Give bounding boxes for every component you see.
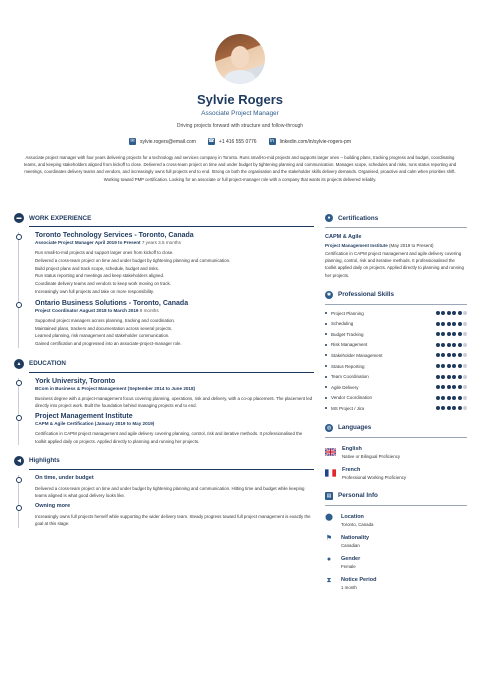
timeline-dot — [16, 477, 22, 483]
contact-email[interactable]: ✉ sylvie.rogers@email.com — [130, 138, 196, 145]
cert-issuer: Project Management Institute — [325, 243, 388, 248]
highlight-text: Delivered a cross-team project on time and under budget by tightening planning and communication. Hitting time and budget while keeping teams aligned is what good delivery looks like. — [35, 485, 305, 498]
profile-photo — [215, 34, 265, 84]
candidate-name: Sylvie Rogers — [197, 92, 283, 107]
highlight-item — [35, 475, 314, 499]
rating-dot — [441, 311, 445, 315]
cert-name: CAPM & Agile — [325, 234, 362, 240]
rating-dot — [436, 311, 440, 315]
skill-label: Budget Tracking — [325, 332, 364, 337]
section-title: WORK EXPERIENCE — [29, 214, 92, 222]
rating-dot — [447, 375, 451, 379]
personal-info-section — [325, 490, 467, 590]
job-title-dates: Project Coordinator August 2018 to March 2019 — [35, 307, 139, 313]
section-title: EDUCATION — [29, 360, 66, 368]
skill-row — [325, 318, 467, 329]
rating-dot — [452, 332, 456, 336]
skills-list — [325, 308, 467, 414]
rating-dot — [463, 396, 467, 400]
rating-dot — [441, 375, 445, 379]
rating-dot — [463, 311, 467, 315]
left-column — [14, 212, 314, 528]
rating-dot — [436, 322, 440, 326]
skill-rating — [436, 364, 468, 368]
skill-row — [325, 382, 467, 393]
rating-dot — [452, 375, 456, 379]
language-level: Professional Working Proficiency — [342, 474, 407, 480]
rating-dot — [447, 311, 451, 315]
rating-dot — [463, 332, 467, 336]
rating-dot — [436, 375, 440, 379]
rating-dot — [436, 385, 440, 389]
section-title: Personal Info — [338, 492, 378, 500]
rating-dot — [452, 406, 456, 410]
bullet: Supported project managers across planning, tracking and coordination. — [35, 317, 176, 323]
rating-dot — [447, 364, 451, 368]
bullet: Run status reporting and meetings and keep stakeholders aligned. — [35, 273, 165, 279]
language-item — [325, 467, 467, 480]
skill-label: Risk Management — [325, 342, 367, 347]
rating-dot — [452, 353, 456, 357]
bullet: Delivered a cross-team project on time and under budget by tightening planning and communication. — [35, 257, 231, 263]
skill-rating — [436, 311, 468, 315]
cert-description: Certification in CAPM project management and agile delivery covering planning, control, risk and iterative methods. It professionalised the toolkit applied daily on projects. Applied directly to planning and running her projects. — [325, 251, 464, 278]
divider — [325, 437, 467, 438]
rating-dot — [436, 332, 440, 336]
description: Certification in CAPM project management and agile delivery covering planning, control, risk and iterative methods. It professionalised the toolkit applied daily on projects. Applied directly to planning and running her projects. — [35, 431, 303, 444]
rating-dot — [436, 396, 440, 400]
divider — [325, 505, 467, 506]
divider — [325, 304, 467, 305]
phone-icon: ☎ — [208, 138, 215, 144]
skill-row — [325, 393, 467, 404]
highlights-section — [14, 455, 314, 528]
rating-dot — [458, 311, 462, 315]
france-flag-icon — [325, 469, 336, 477]
highlight-text: Increasingly owns full projects herself while supporting the wider delivery team. Steady progress toward full project management is exactly the goal at this stage. — [35, 514, 311, 527]
skills-section — [325, 289, 467, 414]
section-title: Professional Skills — [338, 291, 394, 299]
bullet: Run small-to-mid projects and support larger ones from kickoff to close. — [35, 250, 174, 255]
rating-dot — [452, 385, 456, 389]
tagline: Driving projects forward with structure and follow-through — [176, 123, 304, 129]
rating-dot — [436, 364, 440, 368]
cert-dates: (May 2019 to Present) — [389, 243, 434, 248]
skill-label: Team Coordination — [325, 374, 369, 379]
info-nationality: ⚑ Nationality Canadian — [325, 534, 370, 548]
skill-label: Project Planning — [325, 311, 364, 316]
rating-dot — [463, 353, 467, 357]
rating-dot — [441, 385, 445, 389]
skill-row — [325, 350, 467, 361]
linkedin-icon: in — [270, 138, 275, 144]
degree: CAPM & Agile Certification (January 2019 to May 2019) — [35, 421, 155, 427]
candidate-role: Associate Project Manager — [201, 110, 279, 117]
bullet: Increasingly own full projects and take on more responsibility. — [35, 288, 155, 294]
highlight-title: On time, under budget — [35, 474, 94, 481]
rating-dot — [463, 322, 467, 326]
duration: 7 years 3.5 months — [141, 240, 181, 245]
rating-dot — [463, 406, 467, 410]
briefcase-icon: ▬ — [14, 213, 24, 223]
education-section — [14, 358, 314, 445]
skill-label: Status Reporting — [325, 364, 365, 369]
highlight-title: Owning more — [35, 503, 71, 510]
contact-bar — [0, 138, 480, 145]
rating-dot — [463, 364, 467, 368]
rating-dot — [452, 322, 456, 326]
skill-rating — [436, 375, 468, 379]
rating-dot — [458, 364, 462, 368]
institution: Project Management Institute — [35, 413, 133, 421]
rating-dot — [458, 406, 462, 410]
skill-rating — [436, 332, 468, 336]
skill-rating — [436, 353, 468, 357]
employer: Ontario Business Solutions - Toronto, Canada — [35, 299, 189, 307]
bullet: Learned planning, risk management and stakeholder communication. — [35, 333, 170, 339]
uk-flag-icon — [325, 448, 336, 456]
experience-item — [35, 232, 314, 296]
employer: Toronto Technology Services - Toronto, Canada — [35, 232, 194, 239]
rating-dot — [447, 343, 451, 347]
rating-dot — [441, 353, 445, 357]
id-card-icon: ▤ — [326, 492, 332, 499]
right-column — [325, 212, 467, 590]
language-name: English — [342, 445, 362, 452]
rating-dot — [458, 396, 462, 400]
contact-linkedin[interactable]: in linkedin.com/in/sylvie-rogers-pm — [270, 138, 352, 145]
divider — [29, 226, 314, 227]
rating-dot — [436, 343, 440, 347]
rating-dot — [447, 396, 451, 400]
education-item — [35, 378, 314, 409]
skill-row — [325, 308, 467, 319]
profile-summary: Associate project manager with four years delivering projects for a technology and services company in Toronto. Runs small-to-mid projects and supports larger ones -- building plans, tracking progress and budget, coordinating teams, and keeping stakeholders aligned from kickoff to close. Delivered a cross-team project on time and under budget by tightening planning and communication. Manages scope, schedules and risks, runs status reporting and meetings, coordinates delivery teams and vendors, and increasingly owns full projects end to end. Strong on both the organisation and the stakeholder skills delivery demands. Organised, proactive and calm when priorities shift. Working toward PMP certification. Looking for an associate or full project-manager role with a company that wants its projects delivered reliably. — [23, 155, 457, 182]
degree: BCom in Business & Project Management (September 2014 to June 2018) — [35, 385, 196, 391]
bullet: Gained certification and progressed into an associate-project-manager role. — [35, 341, 182, 347]
timeline-dot — [16, 234, 22, 240]
skill-label: MS Project / Jira — [325, 406, 364, 411]
skill-rating — [436, 343, 468, 347]
rating-dot — [441, 343, 445, 347]
timeline-dot — [16, 302, 22, 308]
skill-rating — [436, 406, 468, 410]
bullet: Maintained plans, trackers and documentation across several projects. — [35, 325, 173, 331]
duration: 8 months — [139, 307, 159, 313]
hourglass-icon: ⧗ — [326, 576, 332, 584]
education-item — [35, 413, 314, 444]
divider — [325, 227, 467, 228]
languages-section — [325, 422, 467, 480]
info-location: ⬤ Location Toronto, Canada — [325, 513, 374, 527]
info-gender: ● Gender Female — [326, 555, 361, 569]
globe-icon: ◍ — [326, 424, 332, 431]
skill-label: Stakeholder Management — [325, 353, 383, 358]
rating-dot — [441, 396, 445, 400]
certifications-section — [325, 212, 467, 279]
rating-dot — [447, 322, 451, 326]
highlight-item — [35, 503, 314, 527]
skill-label: Vendor Coordination — [325, 395, 372, 400]
contact-phone[interactable]: ☎ +1 416 555 0776 — [208, 138, 257, 145]
rating-dot — [458, 353, 462, 357]
rating-dot — [452, 364, 456, 368]
rating-dot — [441, 364, 445, 368]
job-title-dates: Associate Project Manager April 2019 to Present — [35, 240, 141, 245]
lightbulb-icon: ✱ — [326, 291, 332, 298]
flag-icon: ⚑ — [325, 534, 333, 542]
bullet: Coordinate delivery teams and vendors to keep work moving on track. — [35, 281, 171, 287]
institution: York University, Toronto — [35, 377, 116, 385]
divider — [29, 372, 314, 373]
rating-dot — [436, 406, 440, 410]
timeline-dot — [16, 380, 22, 386]
badge-icon: ● — [325, 214, 333, 222]
map-pin-icon: ⬤ — [325, 513, 333, 521]
timeline-dot — [16, 505, 22, 511]
info-notice-period: ⧗ Notice Period 1 month — [326, 576, 377, 590]
timeline-dot — [16, 415, 22, 421]
skill-row — [325, 403, 467, 414]
description: Business degree with a project-management focus covering planning, operations, risk and delivery, with a co-op placement. The placement led directly into project work. Built the foundation behind managing projects end to end. — [35, 395, 313, 409]
person-icon: ● — [326, 555, 332, 563]
rating-dot — [458, 385, 462, 389]
skill-row — [325, 340, 467, 351]
skill-label: Scheduling — [325, 321, 353, 326]
section-title: Highlights — [29, 457, 60, 465]
rating-dot — [452, 343, 456, 347]
rating-dot — [458, 332, 462, 336]
rating-dot — [441, 322, 445, 326]
rating-dot — [447, 385, 451, 389]
section-title: Languages — [338, 424, 372, 432]
rating-dot — [447, 332, 451, 336]
rating-dot — [458, 322, 462, 326]
rating-dot — [452, 311, 456, 315]
rating-dot — [458, 375, 462, 379]
rating-dot — [447, 406, 451, 410]
megaphone-icon: ◀ — [14, 456, 24, 466]
rating-dot — [463, 385, 467, 389]
language-name: French — [342, 466, 361, 473]
divider — [29, 469, 314, 470]
rating-dot — [458, 343, 462, 347]
experience-item — [35, 300, 314, 348]
graduation-cap-icon: ▲ — [14, 359, 24, 369]
email-icon: ✉ — [130, 138, 135, 144]
skill-rating — [436, 385, 468, 389]
rating-dot — [463, 375, 467, 379]
skill-rating — [436, 396, 468, 400]
skill-row — [325, 329, 467, 340]
language-item — [325, 446, 467, 459]
skill-row — [325, 371, 467, 382]
section-title: Certifications — [338, 214, 379, 222]
rating-dot — [452, 396, 456, 400]
language-level: Native or Bilingual Proficiency — [342, 453, 401, 459]
skill-row — [325, 361, 467, 372]
rating-dot — [441, 332, 445, 336]
rating-dot — [447, 353, 451, 357]
skill-label: Agile Delivery — [325, 385, 359, 390]
rating-dot — [463, 343, 467, 347]
bullet: Build project plans and track scope, schedule, budget and risks. — [35, 265, 159, 271]
rating-dot — [441, 406, 445, 410]
rating-dot — [436, 353, 440, 357]
experience-section — [14, 212, 314, 348]
skill-rating — [436, 322, 468, 326]
